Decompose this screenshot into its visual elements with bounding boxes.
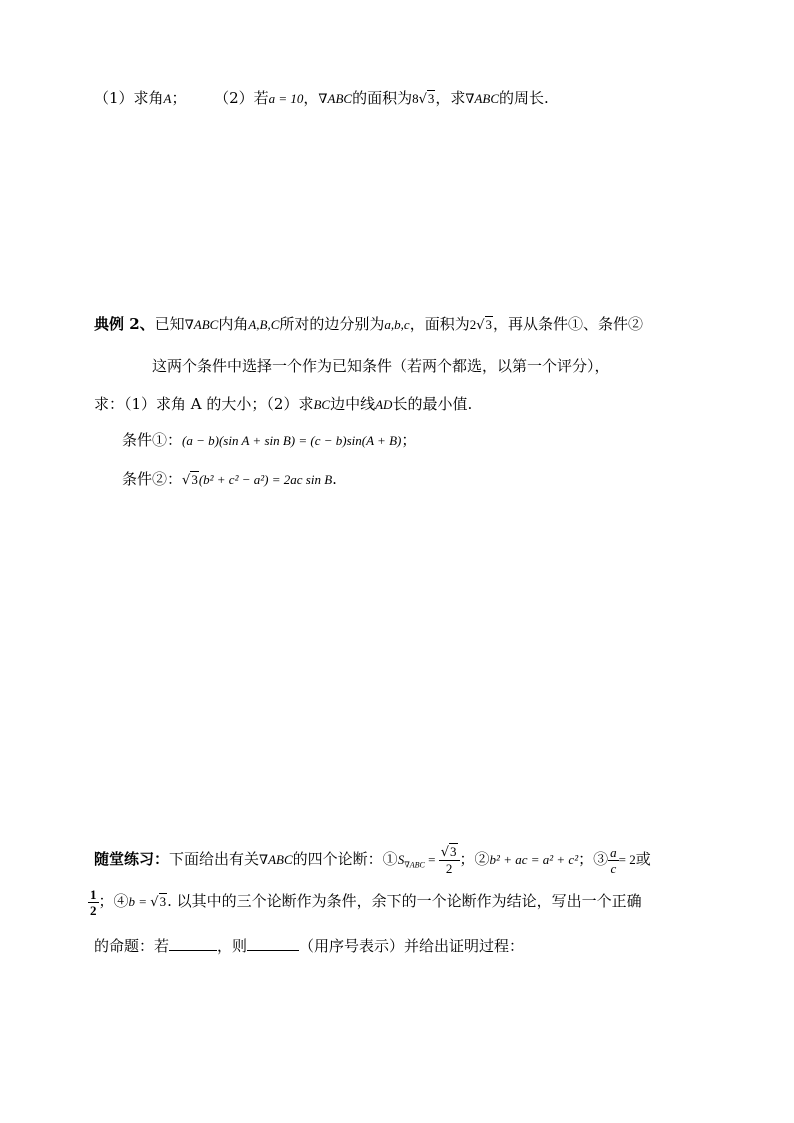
answer-blank-1[interactable] — [169, 936, 217, 951]
q1-area-coef: 8 — [412, 91, 419, 106]
practice-eq3: = 2 — [618, 852, 636, 867]
practice-frac1: $\frac{√3}{2}$ — [439, 844, 460, 876]
practice-expr2: b² + ac = a² + c² — [489, 852, 579, 867]
answer-blank-2[interactable] — [247, 936, 299, 951]
q1-area-text: 的面积为 — [352, 89, 413, 107]
condition2-line — [122, 469, 337, 491]
example2-ad: AD — [375, 397, 393, 412]
condition1-expr: (a − b)(sin A + sin B) = (c − b)sin(A + B) — [182, 433, 402, 448]
example2-line3-a: 求：（1）求角 A 的大小；（2）求 — [94, 395, 314, 413]
practice-expr4-sqrt: √3 — [150, 894, 167, 910]
practice-line2 — [88, 886, 642, 918]
condition2-label: 条件②： — [122, 470, 183, 488]
example2-t1: 已知 — [154, 315, 185, 333]
q1-cond-a: a = 10 — [268, 91, 304, 106]
condition2-sqrt: √3 — [182, 472, 198, 488]
example2-angles: A,B,C — [248, 317, 280, 332]
example2-t4: ，面积为 — [409, 315, 470, 333]
q1-triangle: ∇ABC — [318, 91, 353, 106]
practice-t4: 的命题：若 — [94, 937, 170, 955]
practice-label: 随堂练习： — [94, 850, 170, 868]
example2-line3 — [94, 394, 472, 415]
example2-area-sqrt: √3 — [476, 317, 493, 333]
example2-t2: 内角 — [218, 315, 249, 333]
q1-ask-tail: 的周长. — [499, 89, 549, 107]
practice-or: 或 — [635, 850, 651, 868]
practice-semi2: ；③ — [578, 850, 609, 868]
example2-triangle: ∇ABC — [184, 317, 219, 332]
q1-triangle-2: ∇ABC — [465, 91, 500, 106]
q1-part1-var: A — [163, 91, 172, 106]
q1-line — [94, 88, 549, 110]
example2-line1 — [94, 314, 643, 336]
practice-t3: . 以其中的三个论断作为条件，余下的一个论断作为结论，写出一个正确 — [167, 892, 642, 910]
example2-line2: 这两个条件中选择一个作为已知条件（若两个都选，以第一个评分）， — [152, 357, 610, 375]
practice-t1: 下面给出有关 — [169, 850, 260, 868]
q1-part1-tail: ； — [171, 89, 187, 107]
example2-line3-b: 边中线 — [330, 395, 376, 413]
q1-part1: （1）求角 — [94, 89, 164, 107]
example2-bc: BC — [313, 397, 331, 412]
example2-label: 典例 2、 — [94, 315, 155, 333]
example2-t5: ，再从条件①、条件② — [493, 315, 644, 333]
condition1-line — [122, 430, 416, 451]
practice-line1 — [94, 842, 651, 883]
example2-t3: 所对的边分别为 — [279, 315, 385, 333]
practice-triangle: ∇ABC — [259, 852, 293, 867]
q1-comma: ， — [303, 89, 319, 107]
practice-t2: 的四个论断：① — [292, 850, 398, 868]
q1-ask: ，求 — [435, 89, 466, 107]
practice-line3 — [94, 936, 524, 956]
condition2-expr: (b² + c² − a²) = 2ac sin B — [198, 472, 333, 487]
practice-t5: ，则 — [217, 937, 248, 955]
example2-line3-c: 长的最小值. — [392, 395, 473, 413]
q1-area-sqrt: √3 — [418, 91, 435, 107]
practice-semi1: ；② — [459, 850, 490, 868]
practice-area-symbol: $S_{\nabla ABC}$ — [397, 852, 425, 870]
practice-expr4: b = — [128, 894, 151, 909]
example2-area-coef: 2 — [469, 317, 477, 332]
practice-eq: = — [424, 852, 439, 867]
example2-sides: a,b,c — [384, 317, 410, 332]
condition2-tail: . — [332, 470, 337, 488]
q1-part2: （2）若 — [214, 89, 269, 107]
practice-frac3: $\frac{a}{c}$ — [610, 844, 617, 876]
condition1-label: 条件①： — [122, 431, 183, 449]
practice-semi4: ；④ — [98, 892, 129, 910]
practice-frac4: $\frac{1}{2}$ — [90, 886, 97, 918]
condition1-tail: ； — [401, 431, 417, 449]
practice-t6: （用序号表示）并给出证明过程： — [299, 937, 525, 955]
